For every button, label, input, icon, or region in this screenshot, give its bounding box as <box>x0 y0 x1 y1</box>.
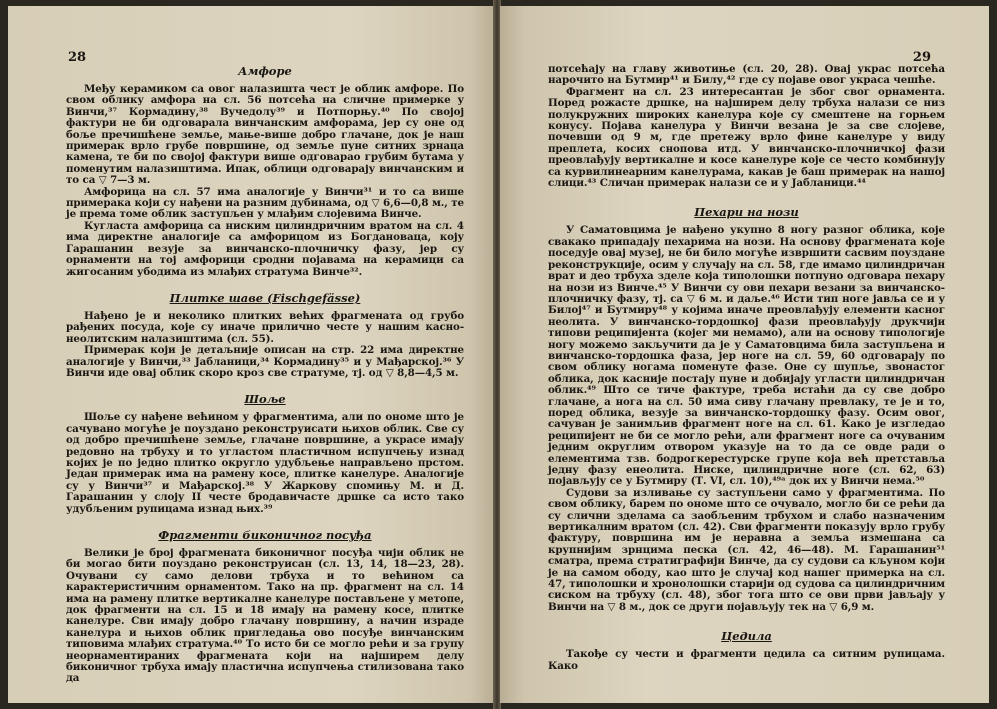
left-page <box>8 6 494 703</box>
section-heading: Пехари на нози <box>694 205 799 220</box>
section-heading: Фрагменти биконичног посуђа <box>158 528 372 542</box>
left-page-content <box>66 64 464 685</box>
page-number: 29 <box>912 50 931 65</box>
paragraph: потсећају на главу животиње (сл. 20, 28). Овај украс потсећа нарочито на Бутмир⁴¹ и Билу,⁴² где су појаве овог украса чешће. <box>548 63 945 87</box>
section-heading: Плитке шаве (Fischgefässe) <box>169 290 361 305</box>
paragraph: Велики је број фрагмената биконичног посуђа чији облик не би могао бити поуздано реконструисан (сл. 13, 14, 18—23, 28). Очувани су само делови трбуха и то већином са карактеристичним орнаментом. Тако на пр. фрагмент на сл. 14 има на рамену плитке вертикалне канелуре постављене у метопе, док фрагменти на сл. 15 и 18 имају на рамену косе, плитке канелуре. Сви имају добро глачану површину, а начин израде канелура и њихов облик пригледања ово посуђе винчанским типовима млађих стратума.⁴⁰ То исто би се могло рећи и за групу неорнаментираних фрагмената који на најширем делу биконичног трбуха имају пластична испупчења стилизована тако да <box>66 547 464 685</box>
paragraph: Судови за изливање су заступљени само у фрагментима. По свом облику, барем по ономе што се очувало, могло би се рећи да су слични зделама са заобљеним трбухом и слабо назначеним вертикалним вратом (сл. 42). Сви фрагменти показују врло грубу фактуру, површина им је неравна а земља измешана са крупнијим зрнцима песка (сл. 42, 46—48). М. Гарашанин⁵¹ сматра, према стратиграфији Винче, да су судови са кљуном који је на самом ободу, као што је случај код нашег примерка на сл. 47, типолошки и хронолошки старији од судова са цилиндричним сиском на трбуху (сл. 48), због тога што се ови први јављају у Винчи на ▽ 8 м., док се други појављују тек на ▽ 6,9 м. <box>548 486 945 613</box>
section-heading: Амфоре <box>238 64 292 78</box>
paragraph: Кугласта амфорица са ниским цилиндричним вратом на сл. 4 има директне аналогије са амфорицом из Богдановаца, коју Гарашанин везује за винчанско-плочничку фазу, јер су орнаменти на тој амфорици сродни појавама на керамици са жигосаним убодима из млађих стратума Винче³². <box>66 219 464 278</box>
paragraph: У Саматовцима је нађено укупно 8 ногу разног облика, које свакако припадају пехарима на нози. На основу фрагмената које поседује овај музеј, не би било могуће извршити сасвим поуздане реконструкције, осим у случају на сл. 58, где имамо цилиндричан врат и део трбуха зделе која типолошки потпуно одговара пехару на нози из Винче.⁴⁵ У Винчи су ови пехари везани за винчанско-плочничку фазу, тј. са ▽ 6 м. и даље.⁴⁶ Исти тип ноге јавља се и у Билој⁴⁷ и Бутмиру⁴⁸ у којима иначе преовлађују елементи касног неолита. У винчанско-тордошкој фази преовлађују друкчији типови реципијента (којег ми немамо), али на основу типологије ногу можемо закључити да је у Саматовцима била заступљена и винчанско-тордошка фаза, јер ноге на сл. 59, 60 одговарају по свом облику ногама поменуте фазе. Оне су шупље, звонастог облика, док касније постају пуне и добијају угласти цилиндричан облик.⁴⁹ Што се тиче фактуре, треба истаћи да су све добро глачане, а нога на сл. 50 има сиву глачану превлаку, те је и то, поред облика, везује за винчанско-тордошку фазу. Осим овог, сачуван је занимљив фрагмент ноге на сл. 61. Како је изгледао реципијент не би се могло рећи, али фрагмент ноге са очуваним једним округлим отвором указује на то да се овде ради о елементима тзв. бодрогкерестурске групе која већ претставља једну фазу енеолита. Ниске, цилиндричне ноге (сл. 62, 63) појављују се у Бутмиру (Т. VI, сл. 10),⁴⁹ᵃ док их у Винчи нема.⁵⁰ <box>548 224 945 488</box>
paragraph: Нађено је и неколико плитких већих фрагмената од грубо рађених посуда, које су иначе прилично честе у нашим касно-неолитским налазиштима (сл. 55). <box>66 309 464 345</box>
paragraph: Фрагмент на сл. 23 интересантан је због свог орнамента. Поред рожасте дршке, на најширем делу трбуха налази се низ полукружних широких канелура које су смештене на горњем конусу. Појава канелура у Винчи везана је за све слојеве, почевши од 9 м, где претежу врло фине канелуре у виду преплета, косих снопова итд. У винчанско-плочничкој фази преовлађују вертикалне и косе канелуре које се често комбинују са курвилинеарним канелурама, какав је баш примерак на нашој слици.⁴³ Сличан примерак налази се и у Јабланици.⁴⁴ <box>548 85 945 190</box>
section-heading: Шоље <box>244 392 286 407</box>
paragraph: Амфорица на сл. 57 има аналогије у Винчи³¹ и то са више примерака који су нађени на разним дубинама, од ▽ 6,6—0,8 м., те је према томе облик заступљен у млађим слојевима Винче. <box>66 185 464 221</box>
section-heading: Цедила <box>721 629 772 644</box>
paragraph: Примерак који је детаљније описан на стр. 22 има директне аналогије у Винчи,³³ Јабланици,³⁴ Кормадину³⁵ и у Мађарској.³⁶ У Винчи иде овај облик скоро кроз све стратуме, тј. од ▽ 8,8—4,5 м. <box>66 344 464 379</box>
paragraph: Такође су чести и фрагменти цедила са ситним рупицама. Како <box>548 648 945 672</box>
paragraph: Међу керамиком са овог налазишта чест је облик амфоре. По свом облику амфора на сл. 56 потсећа на сличне примерке у Винчи,³⁷ Кормадину,³⁸ Вучедолу³⁹ и Потпорњу.⁴⁰ По својој фактури не би одговарала винчанским амфорама, јер су оне од боље пречишћене земље, мање-више добро глачане, док је наш примерак врло грубе површине, од земље пуне ситних зрнаца камена, те би по својој фактури више одговарао грубим бутама у поменутим налазиштима. Ипак, облици одговарају винчанским и то са ▽ 7—3 м. <box>66 83 464 187</box>
paragraph: Шоље су нађене већином у фрагментима, али по ономе што је сачувано могуће је поуздано реконструисати њихов облик. Све су од добро пречишћене земље, глачане површине, а украсе имају редовно на трбуху и то угластом пластичном испупчењу изнад којих је по једно плитко округло удубљење направљено прстом. Један примерак има на рамену косе, плитке канелуре. Аналогије су у Винчи³⁷ и Мађарској.³⁸ У Жаркову спомињу М. и Д. Гарашанин у слоју II честе бродавичасте дршке са исто тако удубљеним рупицама изнад њих.³⁹ <box>66 411 464 515</box>
page-number: 28 <box>68 50 87 65</box>
right-page <box>500 6 989 703</box>
right-page-content <box>548 64 945 672</box>
